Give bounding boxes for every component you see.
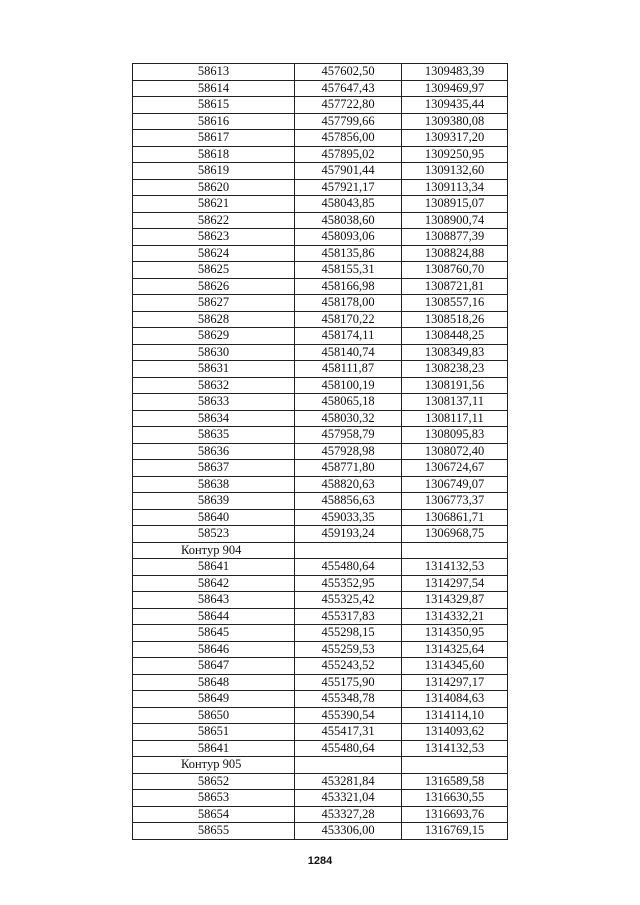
x-coordinate-cell: 458093,06: [295, 229, 402, 246]
coordinates-table: [132, 63, 508, 840]
y-coordinate-cell: 1308072,40: [402, 443, 508, 460]
point-number-cell: 58640: [133, 509, 295, 526]
x-coordinate-cell: 458771,80: [295, 460, 402, 477]
empty-cell: [402, 757, 508, 774]
x-coordinate-cell: 458038,60: [295, 212, 402, 229]
point-number-cell: 58645: [133, 625, 295, 642]
y-coordinate-cell: 1316769,15: [402, 823, 508, 840]
point-number-cell: 58650: [133, 707, 295, 724]
table-row: [133, 823, 508, 840]
point-number-cell: 58626: [133, 278, 295, 295]
point-number-cell: 58637: [133, 460, 295, 477]
x-coordinate-cell: 453306,00: [295, 823, 402, 840]
y-coordinate-cell: 1316589,58: [402, 773, 508, 790]
point-number-cell: 58642: [133, 575, 295, 592]
point-number-cell: 58523: [133, 526, 295, 543]
y-coordinate-cell: 1308877,39: [402, 229, 508, 246]
point-number-cell: 58634: [133, 410, 295, 427]
y-coordinate-cell: 1314084,63: [402, 691, 508, 708]
table-row: [133, 262, 508, 279]
y-coordinate-cell: 1308349,83: [402, 344, 508, 361]
table-row: [133, 509, 508, 526]
table-row: [133, 295, 508, 312]
y-coordinate-cell: 1306773,37: [402, 493, 508, 510]
y-coordinate-cell: 1309483,39: [402, 64, 508, 81]
y-coordinate-cell: 1308191,56: [402, 377, 508, 394]
table-row: [133, 97, 508, 114]
point-number-cell: 58632: [133, 377, 295, 394]
x-coordinate-cell: 455243,52: [295, 658, 402, 675]
table-row: [133, 344, 508, 361]
table-row: [133, 443, 508, 460]
x-coordinate-cell: 458100,19: [295, 377, 402, 394]
point-number-cell: 58617: [133, 130, 295, 147]
point-number-cell: 58647: [133, 658, 295, 675]
x-coordinate-cell: 458166,98: [295, 278, 402, 295]
point-number-cell: 58639: [133, 493, 295, 510]
x-coordinate-cell: 458043,85: [295, 196, 402, 213]
x-coordinate-cell: 458140,74: [295, 344, 402, 361]
point-number-cell: 58628: [133, 311, 295, 328]
table-row: [133, 212, 508, 229]
y-coordinate-cell: 1308117,11: [402, 410, 508, 427]
section-title: Контур 905: [133, 757, 295, 774]
table-row: [133, 740, 508, 757]
y-coordinate-cell: 1314297,17: [402, 674, 508, 691]
x-coordinate-cell: 457647,43: [295, 80, 402, 97]
y-coordinate-cell: 1309132,60: [402, 163, 508, 180]
y-coordinate-cell: 1308557,16: [402, 295, 508, 312]
x-coordinate-cell: 455417,31: [295, 724, 402, 741]
x-coordinate-cell: 458065,18: [295, 394, 402, 411]
section-title: Контур 904: [133, 542, 295, 559]
table-row: [133, 179, 508, 196]
y-coordinate-cell: 1308824,88: [402, 245, 508, 262]
point-number-cell: 58641: [133, 559, 295, 576]
point-number-cell: 58646: [133, 641, 295, 658]
x-coordinate-cell: 457722,80: [295, 97, 402, 114]
y-coordinate-cell: 1309317,20: [402, 130, 508, 147]
y-coordinate-cell: 1308721,81: [402, 278, 508, 295]
y-coordinate-cell: 1309113,34: [402, 179, 508, 196]
y-coordinate-cell: 1309469,97: [402, 80, 508, 97]
y-coordinate-cell: 1308137,11: [402, 394, 508, 411]
x-coordinate-cell: 455352,95: [295, 575, 402, 592]
x-coordinate-cell: 457901,44: [295, 163, 402, 180]
x-coordinate-cell: 457928,98: [295, 443, 402, 460]
y-coordinate-cell: 1308900,74: [402, 212, 508, 229]
point-number-cell: 58630: [133, 344, 295, 361]
table-row: [133, 476, 508, 493]
point-number-cell: 58619: [133, 163, 295, 180]
y-coordinate-cell: 1308238,23: [402, 361, 508, 378]
point-number-cell: 58622: [133, 212, 295, 229]
y-coordinate-cell: 1309435,44: [402, 97, 508, 114]
table-row: [133, 113, 508, 130]
x-coordinate-cell: 453321,04: [295, 790, 402, 807]
table-row: [133, 592, 508, 609]
point-number-cell: 58633: [133, 394, 295, 411]
table-row: [133, 724, 508, 741]
point-number-cell: 58614: [133, 80, 295, 97]
x-coordinate-cell: 458170,22: [295, 311, 402, 328]
table-row: [133, 559, 508, 576]
y-coordinate-cell: 1308448,25: [402, 328, 508, 345]
point-number-cell: 58655: [133, 823, 295, 840]
empty-cell: [402, 542, 508, 559]
x-coordinate-cell: 455390,54: [295, 707, 402, 724]
point-number-cell: 58615: [133, 97, 295, 114]
x-coordinate-cell: 455175,90: [295, 674, 402, 691]
x-coordinate-cell: 455317,83: [295, 608, 402, 625]
point-number-cell: 58652: [133, 773, 295, 790]
table-row: [133, 526, 508, 543]
table-row: [133, 773, 508, 790]
point-number-cell: 58623: [133, 229, 295, 246]
y-coordinate-cell: 1314345,60: [402, 658, 508, 675]
table-row: [133, 691, 508, 708]
table-row: [133, 64, 508, 81]
table-row: [133, 146, 508, 163]
x-coordinate-cell: 459193,24: [295, 526, 402, 543]
y-coordinate-cell: 1306724,67: [402, 460, 508, 477]
table-row: [133, 641, 508, 658]
empty-cell: [295, 542, 402, 559]
y-coordinate-cell: 1314329,87: [402, 592, 508, 609]
table-row: [133, 328, 508, 345]
x-coordinate-cell: 457799,66: [295, 113, 402, 130]
table-row: [133, 575, 508, 592]
point-number-cell: 58653: [133, 790, 295, 807]
y-coordinate-cell: 1306968,75: [402, 526, 508, 543]
table-row: [133, 707, 508, 724]
table-row: [133, 311, 508, 328]
x-coordinate-cell: 458135,86: [295, 245, 402, 262]
y-coordinate-cell: 1314132,53: [402, 740, 508, 757]
y-coordinate-cell: 1308518,26: [402, 311, 508, 328]
x-coordinate-cell: 455480,64: [295, 740, 402, 757]
table-row: [133, 625, 508, 642]
x-coordinate-cell: 455348,78: [295, 691, 402, 708]
x-coordinate-cell: 458178,00: [295, 295, 402, 312]
table-row: [133, 493, 508, 510]
x-coordinate-cell: 455480,64: [295, 559, 402, 576]
y-coordinate-cell: 1314114,10: [402, 707, 508, 724]
point-number-cell: 58641: [133, 740, 295, 757]
table-row: [133, 130, 508, 147]
x-coordinate-cell: 455298,15: [295, 625, 402, 642]
table-row: [133, 80, 508, 97]
y-coordinate-cell: 1306749,07: [402, 476, 508, 493]
point-number-cell: 58620: [133, 179, 295, 196]
x-coordinate-cell: 457895,02: [295, 146, 402, 163]
table-row: [133, 658, 508, 675]
table-row: [133, 806, 508, 823]
y-coordinate-cell: 1316630,55: [402, 790, 508, 807]
point-number-cell: 58648: [133, 674, 295, 691]
point-number-cell: 58638: [133, 476, 295, 493]
x-coordinate-cell: 459033,35: [295, 509, 402, 526]
point-number-cell: 58627: [133, 295, 295, 312]
point-number-cell: 58644: [133, 608, 295, 625]
table-row: [133, 790, 508, 807]
y-coordinate-cell: 1314132,53: [402, 559, 508, 576]
table-row: [133, 394, 508, 411]
table-row: [133, 229, 508, 246]
point-number-cell: 58649: [133, 691, 295, 708]
page-number: 1284: [307, 855, 333, 867]
point-number-cell: 58613: [133, 64, 295, 81]
y-coordinate-cell: 1309380,08: [402, 113, 508, 130]
point-number-cell: 58631: [133, 361, 295, 378]
x-coordinate-cell: 458030,32: [295, 410, 402, 427]
y-coordinate-cell: 1308915,07: [402, 196, 508, 213]
section-row: [133, 542, 508, 559]
x-coordinate-cell: 457958,79: [295, 427, 402, 444]
point-number-cell: 58625: [133, 262, 295, 279]
point-number-cell: 58621: [133, 196, 295, 213]
y-coordinate-cell: 1308760,70: [402, 262, 508, 279]
table-row: [133, 427, 508, 444]
x-coordinate-cell: 458111,87: [295, 361, 402, 378]
x-coordinate-cell: 458856,63: [295, 493, 402, 510]
point-number-cell: 58616: [133, 113, 295, 130]
x-coordinate-cell: 458820,63: [295, 476, 402, 493]
section-row: [133, 757, 508, 774]
table-row: [133, 163, 508, 180]
table-row: [133, 278, 508, 295]
point-number-cell: 58629: [133, 328, 295, 345]
point-number-cell: 58635: [133, 427, 295, 444]
coordinates-table-body: [133, 64, 508, 840]
point-number-cell: 58618: [133, 146, 295, 163]
y-coordinate-cell: 1314093,62: [402, 724, 508, 741]
table-row: [133, 377, 508, 394]
y-coordinate-cell: 1314297,54: [402, 575, 508, 592]
y-coordinate-cell: 1309250,95: [402, 146, 508, 163]
y-coordinate-cell: 1308095,83: [402, 427, 508, 444]
x-coordinate-cell: 455259,53: [295, 641, 402, 658]
table-row: [133, 361, 508, 378]
y-coordinate-cell: 1314325,64: [402, 641, 508, 658]
x-coordinate-cell: 455325,42: [295, 592, 402, 609]
y-coordinate-cell: 1314332,21: [402, 608, 508, 625]
x-coordinate-cell: 457856,00: [295, 130, 402, 147]
table-row: [133, 674, 508, 691]
table-row: [133, 245, 508, 262]
y-coordinate-cell: 1316693,76: [402, 806, 508, 823]
point-number-cell: 58624: [133, 245, 295, 262]
point-number-cell: 58643: [133, 592, 295, 609]
point-number-cell: 58651: [133, 724, 295, 741]
x-coordinate-cell: 453327,28: [295, 806, 402, 823]
y-coordinate-cell: 1314350,95: [402, 625, 508, 642]
table-row: [133, 410, 508, 427]
y-coordinate-cell: 1306861,71: [402, 509, 508, 526]
x-coordinate-cell: 457602,50: [295, 64, 402, 81]
table-row: [133, 460, 508, 477]
point-number-cell: 58654: [133, 806, 295, 823]
x-coordinate-cell: 458174,11: [295, 328, 402, 345]
point-number-cell: 58636: [133, 443, 295, 460]
x-coordinate-cell: 457921,17: [295, 179, 402, 196]
table-row: [133, 608, 508, 625]
x-coordinate-cell: 458155,31: [295, 262, 402, 279]
empty-cell: [295, 757, 402, 774]
x-coordinate-cell: 453281,84: [295, 773, 402, 790]
table-row: [133, 196, 508, 213]
